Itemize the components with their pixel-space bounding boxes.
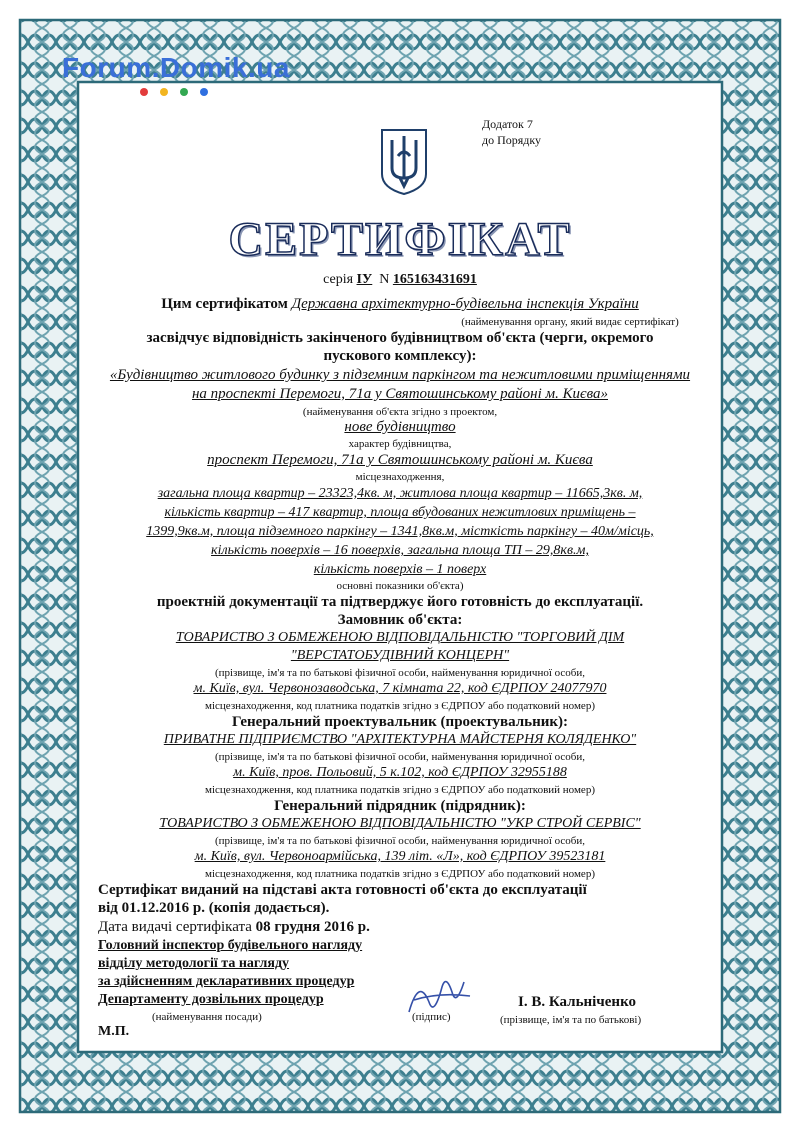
issue-date-label: Дата видачі сертифіката: [98, 919, 252, 935]
number-label: N: [379, 272, 390, 287]
contractor-caption: (прізвище, ім'я та по батькові фізичної особи, найменування юридичної особи,: [214, 835, 586, 847]
issuer-name: Державна архітектурно-будівельна інспекція України: [291, 296, 639, 312]
customer-heading: Замовник об'єкта:: [337, 612, 463, 628]
indicator-line: кількість квартир – 417 квартир, площа вбудованих нежитлових приміщень –: [164, 505, 636, 520]
indicator-line: кількість поверхів – 1 поверх: [313, 562, 487, 577]
contractor-address: м. Київ, вул. Червоноармійська, 139 літ. «Л», код ЄДРПОУ 39523181: [194, 849, 606, 864]
indicator-line: 1399,9кв.м, площа підземного паркінгу – 1341,8кв.м, місткість паркінгу – 40м/місць,: [146, 524, 654, 539]
certifies-line1: засвідчує відповідність закінченого будівництвом об'єкта (черги, окремого: [146, 330, 654, 346]
position-line2: відділу методології та нагляду: [98, 956, 290, 971]
indicator-line: загальна площа квартир – 23323,4кв. м, житлова площа квартир – 11665,3кв. м,: [157, 486, 643, 501]
trident-emblem-icon: [380, 128, 428, 196]
issue-date-line: [98, 919, 370, 936]
series-value: ІУ: [356, 272, 373, 287]
object-location: проспект Перемоги, 71а у Святошинському районі м. Києва: [207, 452, 593, 468]
signatory-caption: (прізвище, ім'я та по батькові): [500, 1014, 642, 1026]
designer-caption: (прізвище, ім'я та по батькові фізичної особи, найменування юридичної особи,: [214, 751, 586, 763]
designer-name: ПРИВАТНЕ ПІДПРИЄМСТВО "АРХІТЕКТУРНА МАЙСТЕРНЯ КОЛЯДЕНКО": [163, 732, 637, 747]
issuer-lead: Цим сертифікатом: [161, 296, 288, 312]
contractor-address-caption: місцезнаходження, код платника податків згідно з ЄДРПОУ або податковий номер): [205, 868, 595, 880]
certificate-number: 165163431691: [392, 272, 477, 287]
basis-line2: від 01.12.2016 р. (копія додається).: [98, 900, 330, 916]
indicators-caption: основні показники об'єкта): [336, 580, 464, 592]
customer-name-line2: "ВЕРСТАТОБУДІВНИЙ КОНЦЕРН": [290, 648, 510, 663]
position-line1: Головний інспектор будівельного нагляду: [98, 938, 363, 953]
position-line4: Департаменту дозвільних процедур: [98, 992, 324, 1007]
construction-caption: характер будівництва,: [348, 438, 452, 450]
customer-caption: (прізвище, ім'я та по батькові фізичної особи, найменування юридичної особи,: [214, 667, 586, 679]
object-name-line1: «Будівництво житлового будинку з підземним паркінгом та нежитловими приміщеннями: [109, 367, 691, 383]
addendum-note: [482, 116, 541, 148]
watermark-logo: Forum.Domik.ua: [62, 52, 290, 83]
customer-name-line1: ТОВАРИСТВО З ОБМЕЖЕНОЮ ВІДПОВІДАЛЬНІСТЮ "ТОРГОВИЙ ДІМ: [175, 630, 625, 645]
designer-address-caption: місцезнаходження, код платника податків згідно з ЄДРПОУ або податковий номер): [205, 784, 595, 796]
stamp-place: М.П.: [98, 1024, 130, 1039]
object-caption: (найменування об'єкта згідно з проектом,: [302, 406, 498, 418]
designer-heading: Генеральний проектувальник (проектувальник):: [231, 714, 569, 730]
signature-caption: (підпис): [412, 1011, 451, 1023]
compliance-statement: проектній документації та підтверджує його готовність до експлуатації.: [156, 594, 644, 610]
page-title: СЕРТИФІКАТ: [228, 213, 572, 266]
series-label: серія: [323, 272, 354, 287]
basis-line1: Сертифікат виданий на підставі акта готовності об'єкта до експлуатації: [98, 882, 587, 898]
signatory-name: І. В. Кальніченко: [518, 994, 637, 1010]
certifies-line2: пускового комплексу):: [323, 348, 477, 364]
watermark-dots: [140, 88, 208, 96]
series-line: [0, 272, 800, 288]
construction-type: нове будівництво: [344, 419, 456, 435]
position-caption: (найменування посади): [152, 1011, 262, 1023]
contractor-heading: Генеральний підрядник (підрядник):: [274, 798, 526, 814]
object-name-line2: на проспекті Перемоги, 71а у Святошинському районі м. Києва»: [191, 386, 608, 402]
customer-address: м. Київ, вул. Червонозаводська, 7 кімната 22, код ЄДРПОУ 24077970: [193, 681, 607, 696]
issuer-caption: (найменування органу, який видає сертифікат): [461, 316, 679, 328]
location-caption: місцезнаходження,: [355, 471, 445, 483]
customer-address-caption: місцезнаходження, код платника податків згідно з ЄДРПОУ або податковий номер): [205, 700, 595, 712]
position-line3: за здійсненням декларативних процедур: [98, 974, 355, 989]
contractor-name: ТОВАРИСТВО З ОБМЕЖЕНОЮ ВІДПОВІДАЛЬНІСТЮ "УКР СТРОЙ СЕРВІС": [159, 816, 641, 831]
issue-date-value: 08 грудня 2016 р.: [255, 919, 370, 935]
addendum-line: Додаток 7: [482, 117, 533, 131]
indicator-line: кількість поверхів – 16 поверхів, загальна площа ТП – 29,8кв.м,: [211, 543, 589, 558]
addendum-line: до Порядку: [482, 133, 542, 147]
issuer-line: [0, 296, 800, 313]
designer-address: м. Київ, пров. Польовий, 5 к.102, код ЄДРПОУ 32955188: [233, 765, 567, 780]
